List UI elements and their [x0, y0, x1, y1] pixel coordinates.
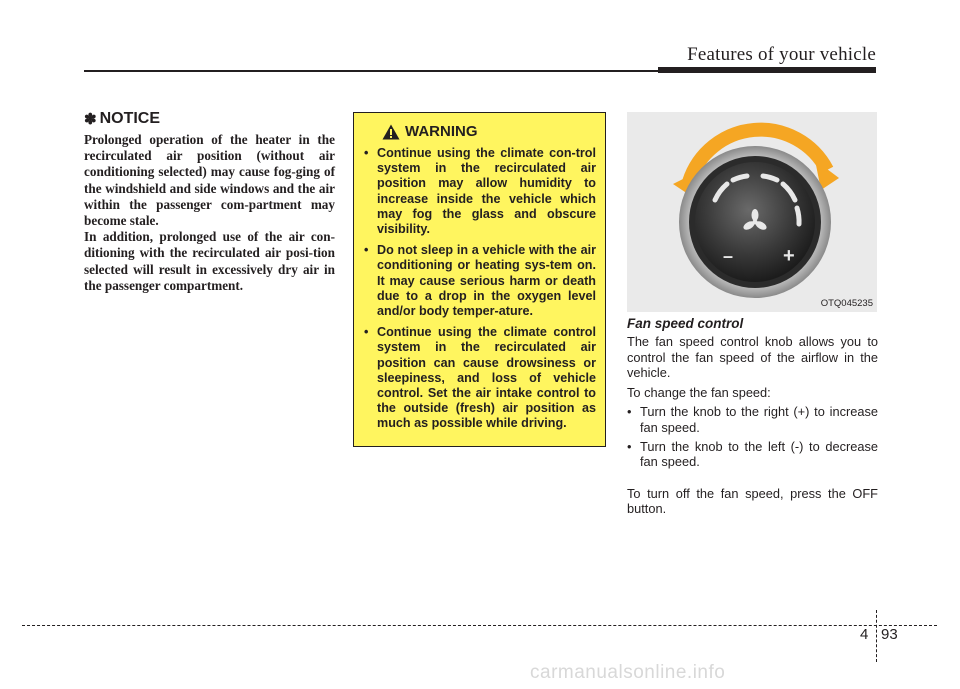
bullet-icon: •	[627, 404, 632, 420]
warning-item-text: Continue using the climate control system in the recirculated air position can cause drowsiness or sleepiness, and loss of vehicle control. Set the air intake control to the outside (fresh) air position as much as possible while driving.	[377, 325, 596, 431]
page-header-title: Features of your vehicle	[687, 44, 876, 65]
list-item-text: Turn the knob to the right (+) to increase fan speed.	[640, 404, 878, 435]
notice-title: NOTICE	[99, 110, 161, 127]
list-item-text: Turn the knob to the left (-) to decrease fan speed.	[640, 438, 878, 470]
chapter-number: 4	[860, 626, 869, 643]
change-label: To change the fan speed:	[627, 384, 771, 400]
off-paragraph: To turn off the fan speed, press the OFF button.	[627, 485, 878, 517]
section-title: Fan speed control	[627, 316, 744, 331]
asterisk-icon: ✽	[84, 111, 97, 128]
bullet-icon: •	[364, 325, 369, 340]
notice-paragraph: Prolonged operation of the heater in the recirculated air position (without air conditioning selected) may cause fog-ging of the windshield and side windows and the air within the passenger com-partment may become stale.	[84, 132, 335, 229]
figure-code: OTQ045235	[820, 298, 873, 309]
bullet-icon: •	[627, 438, 632, 454]
header-divider	[84, 70, 658, 72]
minus-label: –	[723, 246, 734, 266]
header-divider-accent	[658, 67, 876, 73]
list-item	[627, 404, 878, 435]
list-item	[627, 439, 878, 470]
footer-divider	[22, 625, 937, 626]
warning-item	[364, 146, 596, 237]
plus-label: +	[783, 245, 795, 267]
fan-knob-figure	[627, 112, 877, 312]
bullet-icon: •	[364, 243, 369, 258]
warning-item	[364, 243, 596, 319]
warning-item-text: Continue using the climate con-trol system in the recirculated air position may allow humidity to increase inside the vehicle which may fog the glass and obscure visibility.	[377, 146, 596, 237]
warning-triangle-icon	[382, 124, 400, 140]
fan-speed-section	[627, 316, 878, 521]
notice-paragraph: In addition, prolonged use of the air con-ditioning with the recirculated air posi-tion selected will result in excessively dry air in the passenger compartment.	[84, 229, 335, 293]
warning-box	[353, 112, 606, 447]
bullet-icon: •	[364, 146, 369, 160]
notice-section	[84, 110, 335, 294]
warning-item-text: Do not sleep in a vehicle with the air conditioning or heating sys-tem on. It may cause serious harm or death due to a drop in the oxygen level and/or body temper-ature.	[377, 243, 596, 319]
warning-list	[354, 146, 605, 432]
warning-title: WARNING	[405, 123, 478, 140]
notice-heading	[84, 110, 335, 128]
warning-heading	[382, 123, 605, 140]
fan-speed-list	[627, 404, 878, 469]
intro-paragraph: The fan speed control knob allows you to control the fan speed of the airflow in the vehicle.	[627, 334, 878, 381]
watermark: carmanualsonline.info	[530, 662, 726, 683]
page-number: 93	[881, 626, 898, 643]
fan-knob-illustration	[627, 112, 877, 312]
warning-item	[364, 325, 596, 431]
footer-separator	[876, 610, 877, 662]
